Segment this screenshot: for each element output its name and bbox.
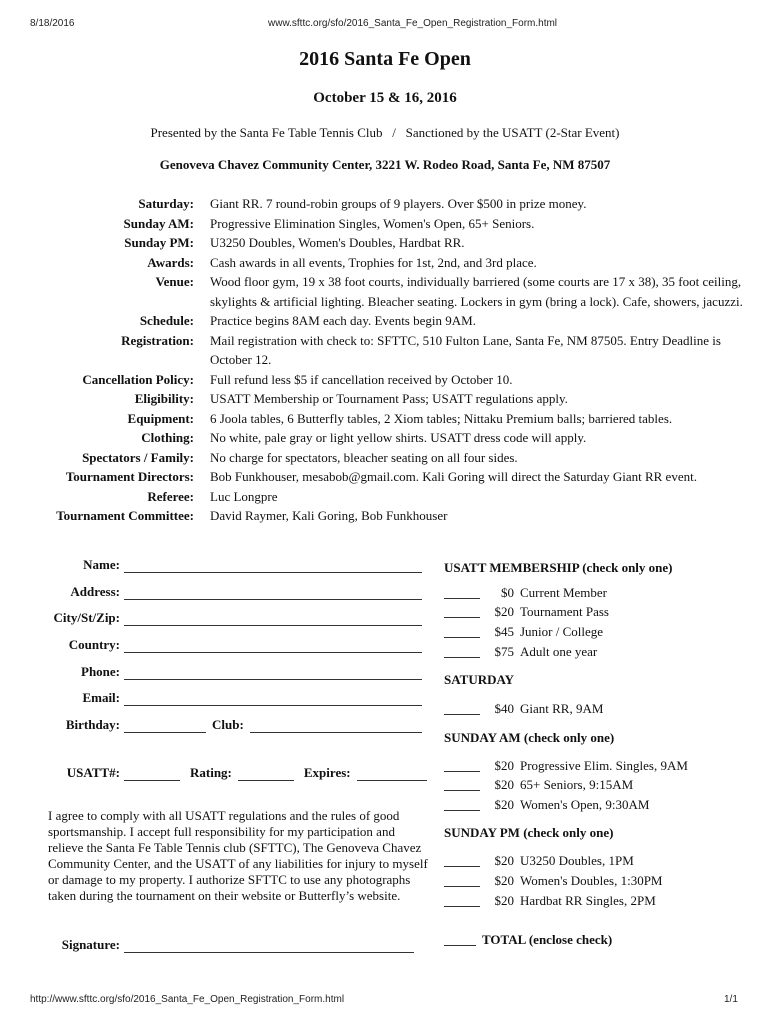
info-value: Mail registration with check to: SFTTC, 510 Fulton Lane, Santa Fe, NM 87505. Entry Deadline is October 12. (210, 332, 721, 367)
event-dates: October 15 & 16, 2016 (313, 90, 457, 106)
sunday-am-option (444, 797, 649, 813)
usatt-row (46, 764, 427, 781)
info-label: Cancellation Policy: (82, 371, 194, 387)
info-label: Venue: (155, 274, 194, 289)
checkbox-line[interactable] (444, 873, 480, 887)
info-row (30, 409, 750, 429)
checkbox-line[interactable] (444, 758, 480, 772)
club-field[interactable] (250, 716, 422, 733)
phone-field[interactable] (124, 663, 422, 680)
option-price: $20 (494, 853, 514, 868)
membership-option (444, 624, 603, 640)
option-price: $0 (501, 585, 514, 600)
option-label: Women's Doubles, 1:30PM (520, 873, 663, 888)
info-value: USATT Membership or Tournament Pass; USATT regulations apply. (210, 391, 568, 406)
info-value: U3250 Doubles, Women's Doubles, Hardbat RR. (210, 235, 465, 250)
phone-label: Phone: (81, 664, 120, 679)
info-label: Spectators / Family: (82, 449, 194, 465)
club-label: Club: (212, 717, 244, 732)
checkbox-line[interactable] (444, 777, 480, 791)
checkbox-line[interactable] (444, 853, 480, 867)
info-value: Practice begins 8AM each day. Events begin 9AM. (210, 313, 476, 328)
signature-label: Signature: (61, 937, 120, 952)
venue-address: Genoveva Chavez Community Center, 3221 W. Rodeo Road, Santa Fe, NM 87507 (159, 157, 611, 172)
info-value: No charge for spectators, bleacher seating on all four sides. (210, 449, 518, 465)
address-label: Address: (70, 584, 120, 599)
info-row (30, 370, 750, 390)
info-row (30, 311, 750, 331)
info-value: Progressive Elimination Singles, Women's Open, 65+ Seniors. (210, 215, 535, 231)
info-value: Luc Longpre (210, 488, 278, 504)
option-price: $20 (494, 873, 514, 888)
email-field[interactable] (124, 689, 422, 706)
info-row (30, 487, 750, 507)
signature-row (46, 936, 414, 953)
checkbox-line[interactable] (444, 644, 480, 658)
info-value: Giant RR. 7 round-robin groups of 9 players. Over $500 in prize money. (210, 196, 587, 211)
address-field[interactable] (124, 583, 422, 600)
name-field[interactable] (124, 556, 422, 573)
birthday-row (46, 716, 422, 733)
info-row (30, 194, 750, 214)
country-row (46, 636, 422, 653)
birthday-label: Birthday: (65, 717, 120, 732)
phone-row (46, 663, 422, 680)
rating-label: Rating: (190, 765, 232, 780)
info-label: Referee: (147, 488, 194, 504)
print-date: 8/18/2016 (30, 18, 75, 29)
sunday-pm-option (444, 853, 634, 869)
option-price: $20 (494, 893, 514, 908)
info-label: Tournament Directors: (65, 469, 194, 484)
info-value: 6 Joola tables, 6 Butterfly tables, 2 Xiom tables; Nittaku Premium balls; barriered tables. (210, 410, 673, 426)
info-label: Sunday PM: (124, 235, 194, 250)
city-label: City/St/Zip: (53, 610, 120, 625)
option-price: $45 (494, 624, 514, 639)
usatt-field[interactable] (124, 764, 180, 781)
membership-option (444, 644, 597, 660)
option-label: Progressive Elim. Singles, 9AM (520, 758, 688, 773)
sunday-am-title: SUNDAY AM (check only one) (444, 730, 615, 745)
event-info (30, 194, 750, 526)
option-label: Giant RR, 9AM (520, 701, 604, 716)
country-field[interactable] (124, 636, 422, 653)
option-label: Adult one year (520, 644, 598, 659)
option-label: Current Member (520, 585, 608, 600)
info-value: Full refund less $5 if cancellation received by October 10. (210, 371, 513, 387)
option-price: $40 (494, 701, 514, 716)
sunday-pm-option (444, 893, 656, 909)
total-field[interactable] (444, 932, 476, 946)
rating-field[interactable] (238, 764, 294, 781)
sunday-am-option (444, 777, 633, 793)
option-label: 65+ Seniors, 9:15AM (520, 777, 634, 792)
option-price: $20 (494, 777, 514, 792)
option-price: $20 (494, 758, 514, 773)
total-label: TOTAL (enclose check) (482, 932, 613, 947)
membership-title: USATT MEMBERSHIP (check only one) (444, 560, 673, 575)
info-row (30, 428, 750, 448)
option-label: Hardbat RR Singles, 2PM (520, 893, 656, 908)
checkbox-line[interactable] (444, 701, 480, 715)
option-price: $75 (494, 644, 514, 659)
info-label: Awards: (147, 254, 194, 270)
page-title: 2016 Santa Fe Open (299, 48, 471, 70)
info-row (30, 467, 750, 487)
info-row (30, 331, 750, 370)
info-row (30, 233, 750, 253)
info-row (30, 448, 750, 468)
membership-option (444, 604, 609, 620)
info-value: No white, pale gray or light yellow shirts. USATT dress code will apply. (210, 430, 587, 445)
info-row (30, 506, 750, 526)
info-label: Tournament Committee: (56, 508, 194, 523)
info-value: Bob Funkhouser, mesabob@gmail.com. Kali Goring will direct the Saturday Giant RR event. (210, 469, 697, 484)
presented-by: Presented by the Santa Fe Table Tennis Club / Sanctioned by the USATT (2-Star Event) (150, 125, 620, 140)
sunday-am-option (444, 758, 688, 774)
saturday-title: SATURDAY (444, 672, 515, 687)
membership-option (444, 585, 607, 601)
option-label: Women's Open, 9:30AM (520, 797, 650, 812)
info-value: Cash awards in all events, Trophies for 1st, 2nd, and 3rd place. (210, 254, 537, 270)
info-value: David Raymer, Kali Goring, Bob Funkhouser (210, 508, 448, 523)
checkbox-line[interactable] (444, 624, 480, 638)
info-label: Eligibility: (134, 391, 194, 406)
info-label: Sunday AM: (123, 215, 194, 231)
checkbox-line[interactable] (444, 797, 480, 811)
info-label: Equipment: (127, 410, 194, 426)
total-row (444, 932, 612, 948)
option-label: U3250 Doubles, 1PM (520, 853, 634, 868)
print-url: www.sfttc.org/sfo/2016_Santa_Fe_Open_Registration_Form.html (268, 18, 558, 29)
name-label: Name: (83, 557, 120, 572)
info-label: Registration: (121, 332, 194, 348)
city-row (46, 609, 422, 626)
email-row (46, 689, 422, 706)
birthday-field[interactable] (124, 716, 206, 733)
email-label: Email: (82, 690, 120, 705)
address-row (46, 583, 422, 600)
page-number: 1/1 (724, 994, 738, 1005)
checkbox-line[interactable] (444, 604, 480, 618)
info-row (30, 272, 750, 311)
option-price: $20 (494, 604, 514, 619)
signature-field[interactable] (124, 936, 414, 953)
sunday-pm-title: SUNDAY PM (check only one) (444, 825, 614, 840)
city-field[interactable] (124, 609, 422, 626)
usatt-label: USATT#: (66, 765, 120, 780)
info-row (30, 214, 750, 234)
option-price: $20 (494, 797, 514, 812)
expires-label: Expires: (303, 765, 351, 780)
option-label: Junior / College (520, 624, 604, 639)
footer-url: http://www.sfttc.org/sfo/2016_Santa_Fe_Open_Registration_Form.html (30, 994, 345, 1005)
info-row (30, 253, 750, 273)
sunday-pm-option (444, 873, 663, 889)
option-label: Tournament Pass (520, 604, 609, 619)
info-row (30, 389, 750, 409)
country-label: Country: (68, 637, 120, 652)
info-label: Saturday: (138, 196, 194, 211)
expires-field[interactable] (357, 764, 427, 781)
agreement-text: I agree to comply with all USATT regulations and the rules of good sportsmanship. I accept full responsibility for my participation and relieve the Santa Fe Table Tennis club (SFTTC), The Genoveva Chavez Community Center, and the USATT of any liabilities for injury to myself or damage to my property. I authorize SFTTC to use any photographs taken during the tournament on their website or Butterfly’s website. (48, 808, 428, 903)
info-value: Wood floor gym, 19 x 38 foot courts, individually barriered (some courts are 17 x 38), 35 foot ceiling, skylights & artificial lighting. Bleacher seating. Lockers in gym (bring a lock). Cafe, showers, jacuzzi. (210, 274, 743, 309)
checkbox-line[interactable] (444, 893, 480, 907)
name-row (46, 556, 422, 573)
info-label: Clothing: (141, 430, 194, 445)
saturday-option (444, 701, 603, 717)
checkbox-line[interactable] (444, 585, 480, 599)
info-label: Schedule: (139, 313, 194, 328)
